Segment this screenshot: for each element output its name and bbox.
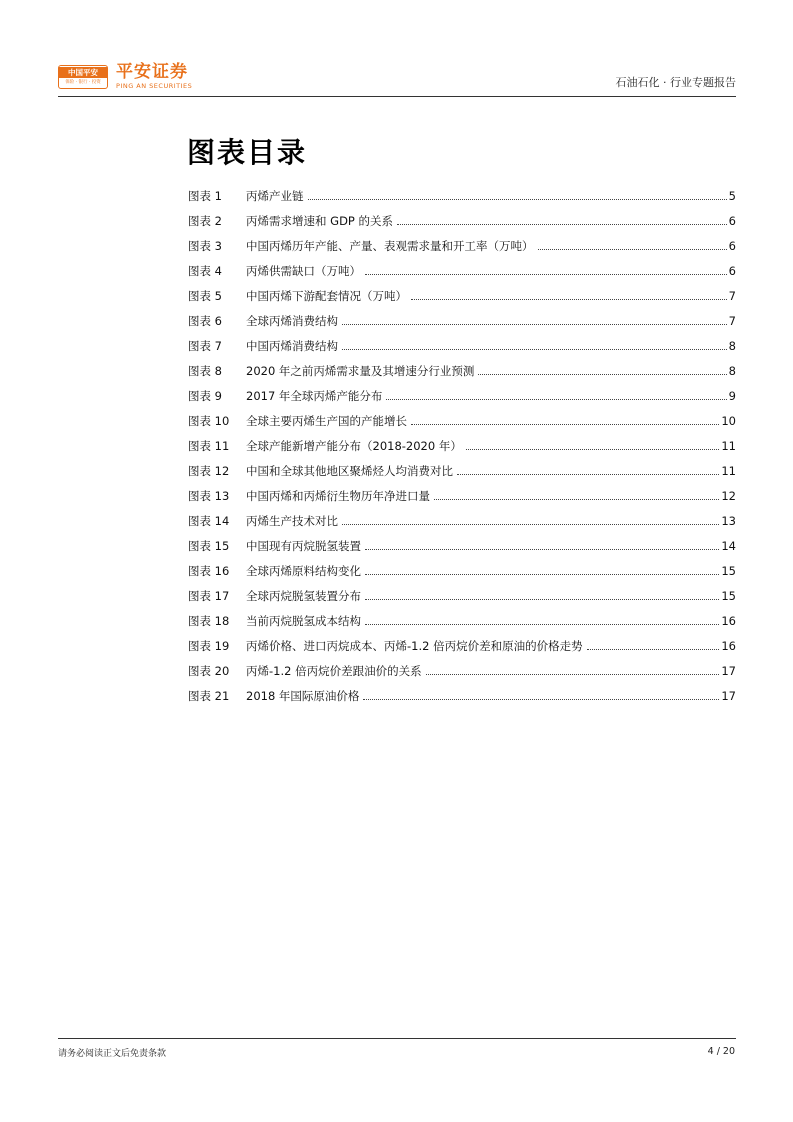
toc-entry-label: 图表 20 xyxy=(188,664,230,678)
toc-entry-page: 7 xyxy=(728,314,736,328)
footer-disclaimer: 请务必阅读正文后免责条款 xyxy=(58,1049,167,1059)
toc-entry-label: 图表 17 xyxy=(188,589,230,603)
toc-entry-label: 图表 6 xyxy=(188,314,222,328)
toc-entry-title: 丙烯产业链 xyxy=(246,189,304,203)
toc-leader-dots xyxy=(342,348,727,350)
table-of-figures xyxy=(188,188,736,713)
toc-leader-dots xyxy=(365,548,719,550)
toc-leader-dots xyxy=(434,498,719,500)
toc-entry-title: 丙烯价格、进口丙烷成本、丙烯-1.2 倍丙烷价差和原油的价格走势 xyxy=(246,639,583,653)
toc-entry-label: 图表 2 xyxy=(188,214,222,228)
toc-entry-title: 丙烯需求增速和 GDP 的关系 xyxy=(246,214,394,228)
toc-leader-dots xyxy=(411,298,727,300)
toc-entry-title: 当前丙烷脱氢成本结构 xyxy=(246,614,361,628)
toc-entry[interactable] xyxy=(188,288,736,313)
toc-entry-label: 图表 14 xyxy=(188,514,230,528)
toc-entry-page: 15 xyxy=(721,564,736,578)
toc-leader-dots xyxy=(466,448,720,450)
toc-entry-title: 中国丙烯和丙烯衍生物历年净进口量 xyxy=(246,489,430,503)
toc-entry[interactable] xyxy=(188,313,736,338)
toc-entry[interactable] xyxy=(188,488,736,513)
toc-entry-page: 10 xyxy=(721,414,736,428)
toc-entry-label: 图表 12 xyxy=(188,464,230,478)
toc-entry-page: 15 xyxy=(721,589,736,603)
toc-entry-title: 2017 年全球丙烯产能分布 xyxy=(246,389,383,403)
toc-leader-dots xyxy=(478,373,726,375)
toc-leader-dots xyxy=(538,248,727,250)
toc-leader-dots xyxy=(397,223,727,225)
toc-entry-page: 6 xyxy=(728,239,736,253)
ping-an-group-logo xyxy=(58,65,108,89)
toc-entry-label: 图表 19 xyxy=(188,639,230,653)
toc-entry-page: 17 xyxy=(721,664,736,678)
toc-entry[interactable] xyxy=(188,663,736,688)
toc-entry-title: 全球主要丙烯生产国的产能增长 xyxy=(246,414,407,428)
toc-entry-label: 图表 21 xyxy=(188,689,230,703)
toc-entry-title: 中国丙烯下游配套情况（万吨） xyxy=(246,289,407,303)
toc-leader-dots xyxy=(365,573,719,575)
toc-entry[interactable] xyxy=(188,513,736,538)
toc-entry[interactable] xyxy=(188,263,736,288)
toc-entry-page: 11 xyxy=(721,464,736,478)
toc-entry-page: 11 xyxy=(721,439,736,453)
toc-entry[interactable] xyxy=(188,213,736,238)
toc-entry-label: 图表 16 xyxy=(188,564,230,578)
toc-entry-title: 丙烯供需缺口（万吨） xyxy=(246,264,361,278)
toc-entry[interactable] xyxy=(188,238,736,263)
toc-leader-dots xyxy=(386,398,726,400)
brand-name-en: PING AN SECURITIES xyxy=(116,82,193,90)
brand-logo xyxy=(116,62,192,91)
page-header xyxy=(58,60,736,98)
toc-entry-page: 7 xyxy=(728,289,736,303)
toc-entry-page: 17 xyxy=(721,689,736,703)
logo-small-sub: 保险 · 银行 · 投资 xyxy=(65,80,101,85)
toc-leader-dots xyxy=(426,673,720,675)
toc-entry-title: 全球产能新增产能分布（2018-2020 年） xyxy=(246,439,462,453)
toc-entry[interactable] xyxy=(188,638,736,663)
footer-divider xyxy=(58,1038,736,1039)
footer-page-number: 4 / 20 xyxy=(707,1046,735,1057)
toc-entry-title: 全球丙烯消费结构 xyxy=(246,314,338,328)
toc-leader-dots xyxy=(587,648,720,650)
brand-name-cn: 平安证券 xyxy=(116,62,188,82)
toc-entry-title: 2018 年国际原油价格 xyxy=(246,689,360,703)
toc-heading: 图表目录 xyxy=(187,136,308,169)
toc-entry[interactable] xyxy=(188,538,736,563)
report-title: 石油石化 · 行业专题报告 xyxy=(615,76,736,89)
toc-entry-label: 图表 10 xyxy=(188,414,230,428)
toc-entry-page: 8 xyxy=(728,339,736,353)
toc-entry-page: 16 xyxy=(721,639,736,653)
toc-leader-dots xyxy=(365,273,727,275)
toc-entry-page: 8 xyxy=(728,364,736,378)
toc-entry[interactable] xyxy=(188,413,736,438)
toc-entry[interactable] xyxy=(188,463,736,488)
toc-entry-label: 图表 7 xyxy=(188,339,222,353)
toc-leader-dots xyxy=(365,623,719,625)
toc-entry-title: 丙烯生产技术对比 xyxy=(246,514,338,528)
toc-entry-title: 全球丙烷脱氢装置分布 xyxy=(246,589,361,603)
toc-entry-title: 中国现有丙烷脱氢装置 xyxy=(246,539,361,553)
toc-entry[interactable] xyxy=(188,563,736,588)
toc-leader-dots xyxy=(342,323,727,325)
toc-entry[interactable] xyxy=(188,688,736,713)
toc-entry-page: 14 xyxy=(721,539,736,553)
toc-entry-title: 中国丙烯消费结构 xyxy=(246,339,338,353)
toc-leader-dots xyxy=(457,473,719,475)
toc-entry-label: 图表 13 xyxy=(188,489,230,503)
toc-entry-title: 中国丙烯历年产能、产量、表观需求量和开工率（万吨） xyxy=(246,239,534,253)
toc-entry-label: 图表 11 xyxy=(188,439,230,453)
toc-entry-page: 5 xyxy=(728,189,736,203)
toc-entry-page: 12 xyxy=(721,489,736,503)
toc-entry-page: 13 xyxy=(721,514,736,528)
toc-entry[interactable] xyxy=(188,613,736,638)
toc-leader-dots xyxy=(308,198,727,200)
toc-entry-title: 2020 年之前丙烯需求量及其增速分行业预测 xyxy=(246,364,475,378)
toc-leader-dots xyxy=(411,423,719,425)
toc-entry-title: 全球丙烯原料结构变化 xyxy=(246,564,361,578)
toc-entry[interactable] xyxy=(188,188,736,213)
logo-small-cn: 中国平安 xyxy=(59,67,107,78)
toc-entry-label: 图表 4 xyxy=(188,264,222,278)
toc-entry-page: 6 xyxy=(728,214,736,228)
toc-entry-label: 图表 1 xyxy=(188,189,222,203)
toc-entry[interactable] xyxy=(188,338,736,363)
toc-entry[interactable] xyxy=(188,388,736,413)
toc-entry-page: 6 xyxy=(728,264,736,278)
toc-leader-dots xyxy=(342,523,719,525)
toc-entry[interactable] xyxy=(188,363,736,388)
toc-entry-label: 图表 9 xyxy=(188,389,222,403)
toc-entry-title: 丙烯-1.2 倍丙烷价差跟油价的关系 xyxy=(246,664,422,678)
toc-entry[interactable] xyxy=(188,438,736,463)
toc-leader-dots xyxy=(363,698,719,700)
toc-entry-label: 图表 15 xyxy=(188,539,230,553)
toc-entry-title: 中国和全球其他地区聚烯烃人均消费对比 xyxy=(246,464,453,478)
toc-entry[interactable] xyxy=(188,588,736,613)
toc-entry-page: 16 xyxy=(721,614,736,628)
toc-entry-label: 图表 18 xyxy=(188,614,230,628)
toc-entry-page: 9 xyxy=(728,389,736,403)
toc-entry-label: 图表 5 xyxy=(188,289,222,303)
toc-leader-dots xyxy=(365,598,719,600)
header-divider xyxy=(58,96,736,97)
toc-entry-label: 图表 8 xyxy=(188,364,222,378)
toc-entry-label: 图表 3 xyxy=(188,239,222,253)
